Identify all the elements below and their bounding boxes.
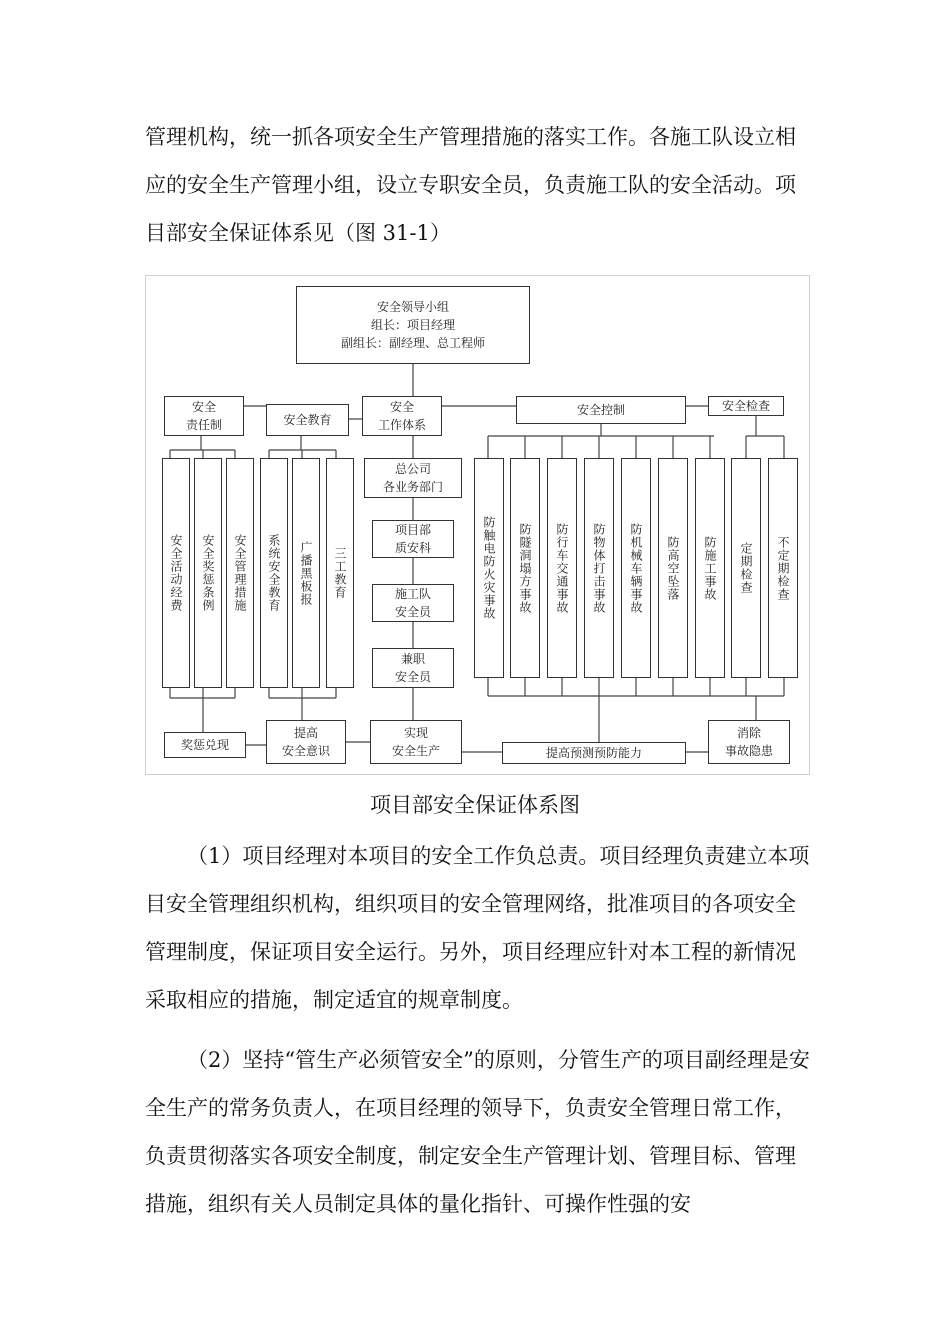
intro-paragraph: 管理机构，统一抓各项安全生产管理措施的落实工作。各施工队设立相应的安全生产管理小组，设立专职安全员，负责施工队的安全活动。项目部安全保证体系见（图 31-1） — [145, 125, 796, 245]
control-item-fall: 防高空坠落 — [658, 458, 688, 678]
control-item-electric: 防触电防火灾事故 — [474, 458, 504, 678]
work-item-parttime: 兼职 安全员 — [372, 648, 454, 688]
control-item-traffic: 防行车交通事故 — [547, 458, 577, 678]
edu-item-three: 三工教育 — [326, 458, 354, 688]
outcome-prevention: 提高预测预防能力 — [502, 742, 686, 764]
work-item-team: 施工队 安全员 — [372, 584, 454, 622]
resp-item-funds: 安全活动经费 — [162, 458, 190, 688]
control-item-strike: 防物体打击事故 — [584, 458, 614, 678]
outcome-achieve: 实现 安全生产 — [370, 720, 462, 764]
edu-item-broadcast: 广播黑板报 — [292, 458, 320, 688]
control-item-construction: 防施工事故 — [695, 458, 725, 678]
resp-item-rules: 安全奖惩条例 — [194, 458, 222, 688]
paragraph-1: （1）项目经理对本项目的安全工作负总责。项目经理负责建立本项目安全管理组织机构，组织项目的安全管理网络，批准项目的各项安全管理制度，保证项目安全运行。另外，项目经理应针对本工程的新情况采取相应的措施，制定适宜的规章制度。 — [145, 844, 810, 1012]
control-item-collapse: 防隧洞塌方事故 — [510, 458, 540, 678]
resp-item-measures: 安全管理措施 — [226, 458, 254, 688]
safety-system-diagram — [145, 275, 810, 775]
inspection-item-irregular: 不定期检查 — [768, 458, 798, 678]
work-item-quality: 项目部 质安科 — [372, 520, 454, 558]
inspection-item-regular: 定期检查 — [731, 458, 761, 678]
inspection-box: 安全检查 — [708, 396, 784, 416]
responsibility-box: 安全 责任制 — [164, 396, 244, 436]
work-system-box: 安全 工作体系 — [362, 396, 442, 436]
outcome-awareness: 提高 安全意识 — [266, 720, 346, 764]
work-item-hq: 总公司 各业务部门 — [364, 458, 462, 498]
outcome-reward: 奖惩兑现 — [164, 732, 246, 758]
paragraph-2: （2）坚持“管生产必须管安全”的原则，分管生产的项目副经理是安全生产的常务负责人，在项目经理的领导下，负责安全管理日常工作，负责贯彻落实各项安全制度，制定安全生产管理计划、管理目标、管理措施，组织有关人员制定具体的量化指针、可操作性强的安 — [145, 1048, 810, 1216]
control-box: 安全控制 — [516, 396, 686, 424]
control-item-vehicle: 防机械车辆事故 — [621, 458, 651, 678]
figure-caption: 项目部安全保证体系图 — [370, 793, 580, 817]
outcome-eliminate: 消除 事故隐患 — [708, 720, 790, 764]
edu-item-system: 系统安全教育 — [260, 458, 288, 688]
leader-box: 安全领导小组 组长：项目经理 副组长：副经理、总工程师 — [296, 286, 530, 364]
education-box: 安全教育 — [266, 404, 349, 436]
